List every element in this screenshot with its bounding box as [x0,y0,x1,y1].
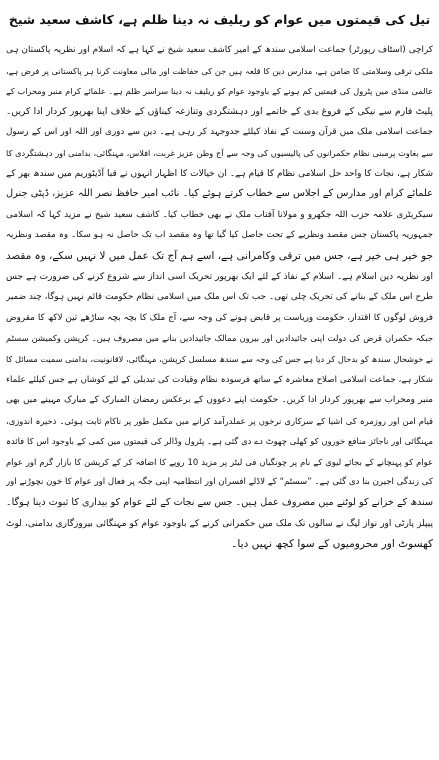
article-line: سندھ کے خزانے کو لوٹنے میں مصروف عمل ہیں۔ جس سے نجات کے لئے عوام کو بیداری کا ثبوت دینا ہوگا۔ [6,497,433,509]
article-line: قیام امن اور روزمرہ کی اشیا کے سرکاری نرخوں پر عملدرآمد کرانے میں مکمل طور پر ناکام ثابت ہوئی۔ ذخیرہ اندوزی، [6,415,433,426]
article-line: شکار ہے، جماعت اسلامی اصلاح معاشرہ کے ساتھ فرسودہ نظام وقیادت کی تبدیلی کے لئے کوشاں ہے جس کیلئے علماء [6,374,433,385]
article-line: عوام کو پہنچانے کے بجائے لیوی کے نام پر چونگیاں فی لیٹر پر مزید 10 روپے کا اضافہ کر کے کرپشن کا بازار گرم اور عوام [6,456,433,467]
article-line: ملکی ترقی وسلامتی کا ضامن ہے، مدارس دین کا قلعہ ہیں جن کی حفاظت اور مالی معاونت کرنا ہر پاکستانی پر فرض ہے، [6,65,433,76]
article-line: جماعت اسلامی ملک میں قرآن وسنت کے نفاذ کیلئے جدوجہد کر رہی ہے۔ دین سے دوری اور اللہ اور اس کے رسول [6,127,433,138]
article-line: مہنگائی اور ناجائز منافع خوروں کو کھلی چھوٹ دے دی گئی ہے۔ پٹرول وڈالر کی قیمتوں میں کمی کے باوجود اس کا فائدہ [6,436,433,447]
article-line: اور نظریہ دین اسلام ہے۔ اسلام کے نفاذ کے لئے ایک بھرپور تحریک اسی انداز سے شروع کرنے کی ضرورت ہے جس [6,271,433,282]
article-line: کراچی (اسٹاف رپورٹر) جماعت اسلامی سندھ کے امیر کاشف سعید شیخ نے کہا ہے کہ اسلام اور نظریہ پاکستان ہی [6,45,433,55]
article-line: پیپلز پارٹی اور نواز لیگ نے سالوں تک ملک میں حکمرانی کرنے کے باوجود عوام کو مہنگائی بیروزگاری بدامنی، لوٹ [6,518,433,529]
article-line: سے بغاوت پرمبنی نظام حکمرانوں کی پالیسیوں کی وجہ سے آج وطن عزیز غربت، افلاس، مہنگائی، بدامنی اور دہشتگردی کا [6,147,433,158]
article-line: منبر ومحراب سے بھرپور کردار ادا کریں۔ حکومت اپنے دعووں کے برعکس رمضان المبارک کے مبارک مہینے میں بھی [6,395,433,406]
article-line: فروش لوگوں کا اقتدار، حکومت وریاست پر قابض ہونے کی وجہ سے، آج ملک کا بچہ بچہ ساڑھے تین لاکھ کا مقروض [6,312,433,323]
article-line: عالمی منڈی میں پٹرول کی قیمتیں کم ہونے کے باوجود عوام کو ریلیف نہ دینا سراسر ظلم ہے۔ علمائے کرام منبر ومحراب کے [6,86,433,97]
article-line: نے خوشحال سندھ کو بدحال کر دیا ہے جس کی وجہ سے سندھ مسلسل کرپشن، مہنگائی، لاقانونیت، بدامنی سمیت مسائل کا [6,353,433,364]
article-line: علمائے کرام اور مدارس کے اجلاس سے خطاب کرتے ہوئے کیا۔ نائب امیر حافظ نصر اللہ عزیز، ڈپٹی جنرل [6,188,433,200]
article-body [6,40,433,555]
article-line: پلیٹ فارم سے نیکی کے فروغ بدی کے خاتمے اور دہشتگردی وتنازعہ کیناؤں کے خلاف اپنا بھرپور کردار ادا کریں۔ [6,105,433,117]
article-line: طرح اس ملک کے بنانے کی تحریک چلی تھی۔ جب تک اس ملک میں اسلامی نظام حکومت قائم نہیں ہوگا، چند ضمیر [6,292,433,303]
article-headline: تیل کی قیمتوں میں عوام کو ریلیف نہ دینا ظلم ہے، کاشف سعید شیخ [8,12,431,27]
article-line: جبکہ حکمران قرض کی دولت اپنی جائیدادیں اور بیرون ممالک جائیدادیں بنانے میں مصروف ہیں۔ کرپشن وکمیشن سسٹم [6,333,433,344]
article-line: کھسوٹ اور محرومیوں کے سوا کچھ نہیں دیا۔ [231,538,433,551]
article-line: شکار ہے، نجات کا واحد حل اسلامی نظام کا قیام ہے۔ ان خیالات کا اظہار انہوں نے قبا آڈیٹوریم میں سندھ بھر کے [6,168,433,179]
article-line: سیکریٹری علامہ حزب اللہ جکھرو و مولانا آفتاب ملک نے بھی خطاب کیا۔ کاشف سعید شیخ نے مزید کہا کہ اسلامی [6,209,433,220]
article-line: جو خیر ہی خیر ہے، جس میں ترقی وکامرانی ہے، اسے ہم آج تک عمل میں لا نہیں سکے، وہ مقصد [6,249,433,262]
article-line: کی زندگی اجیرن بنا دی گئی ہے۔ ”سسٹم“ کے لاڈلے افسران اور انتظامیہ اپنی جگہ پر فعال اور عوام کا خون نچوڑنے اور [6,477,433,488]
article-line: جمہوریہ پاکستان جس مقصد ونظریے کے تحت حاصل کیا گیا تھا وہ مقصد اب تک حاصل نہ ہو سکا۔ وہ مقصد ونظریہ [6,230,433,241]
